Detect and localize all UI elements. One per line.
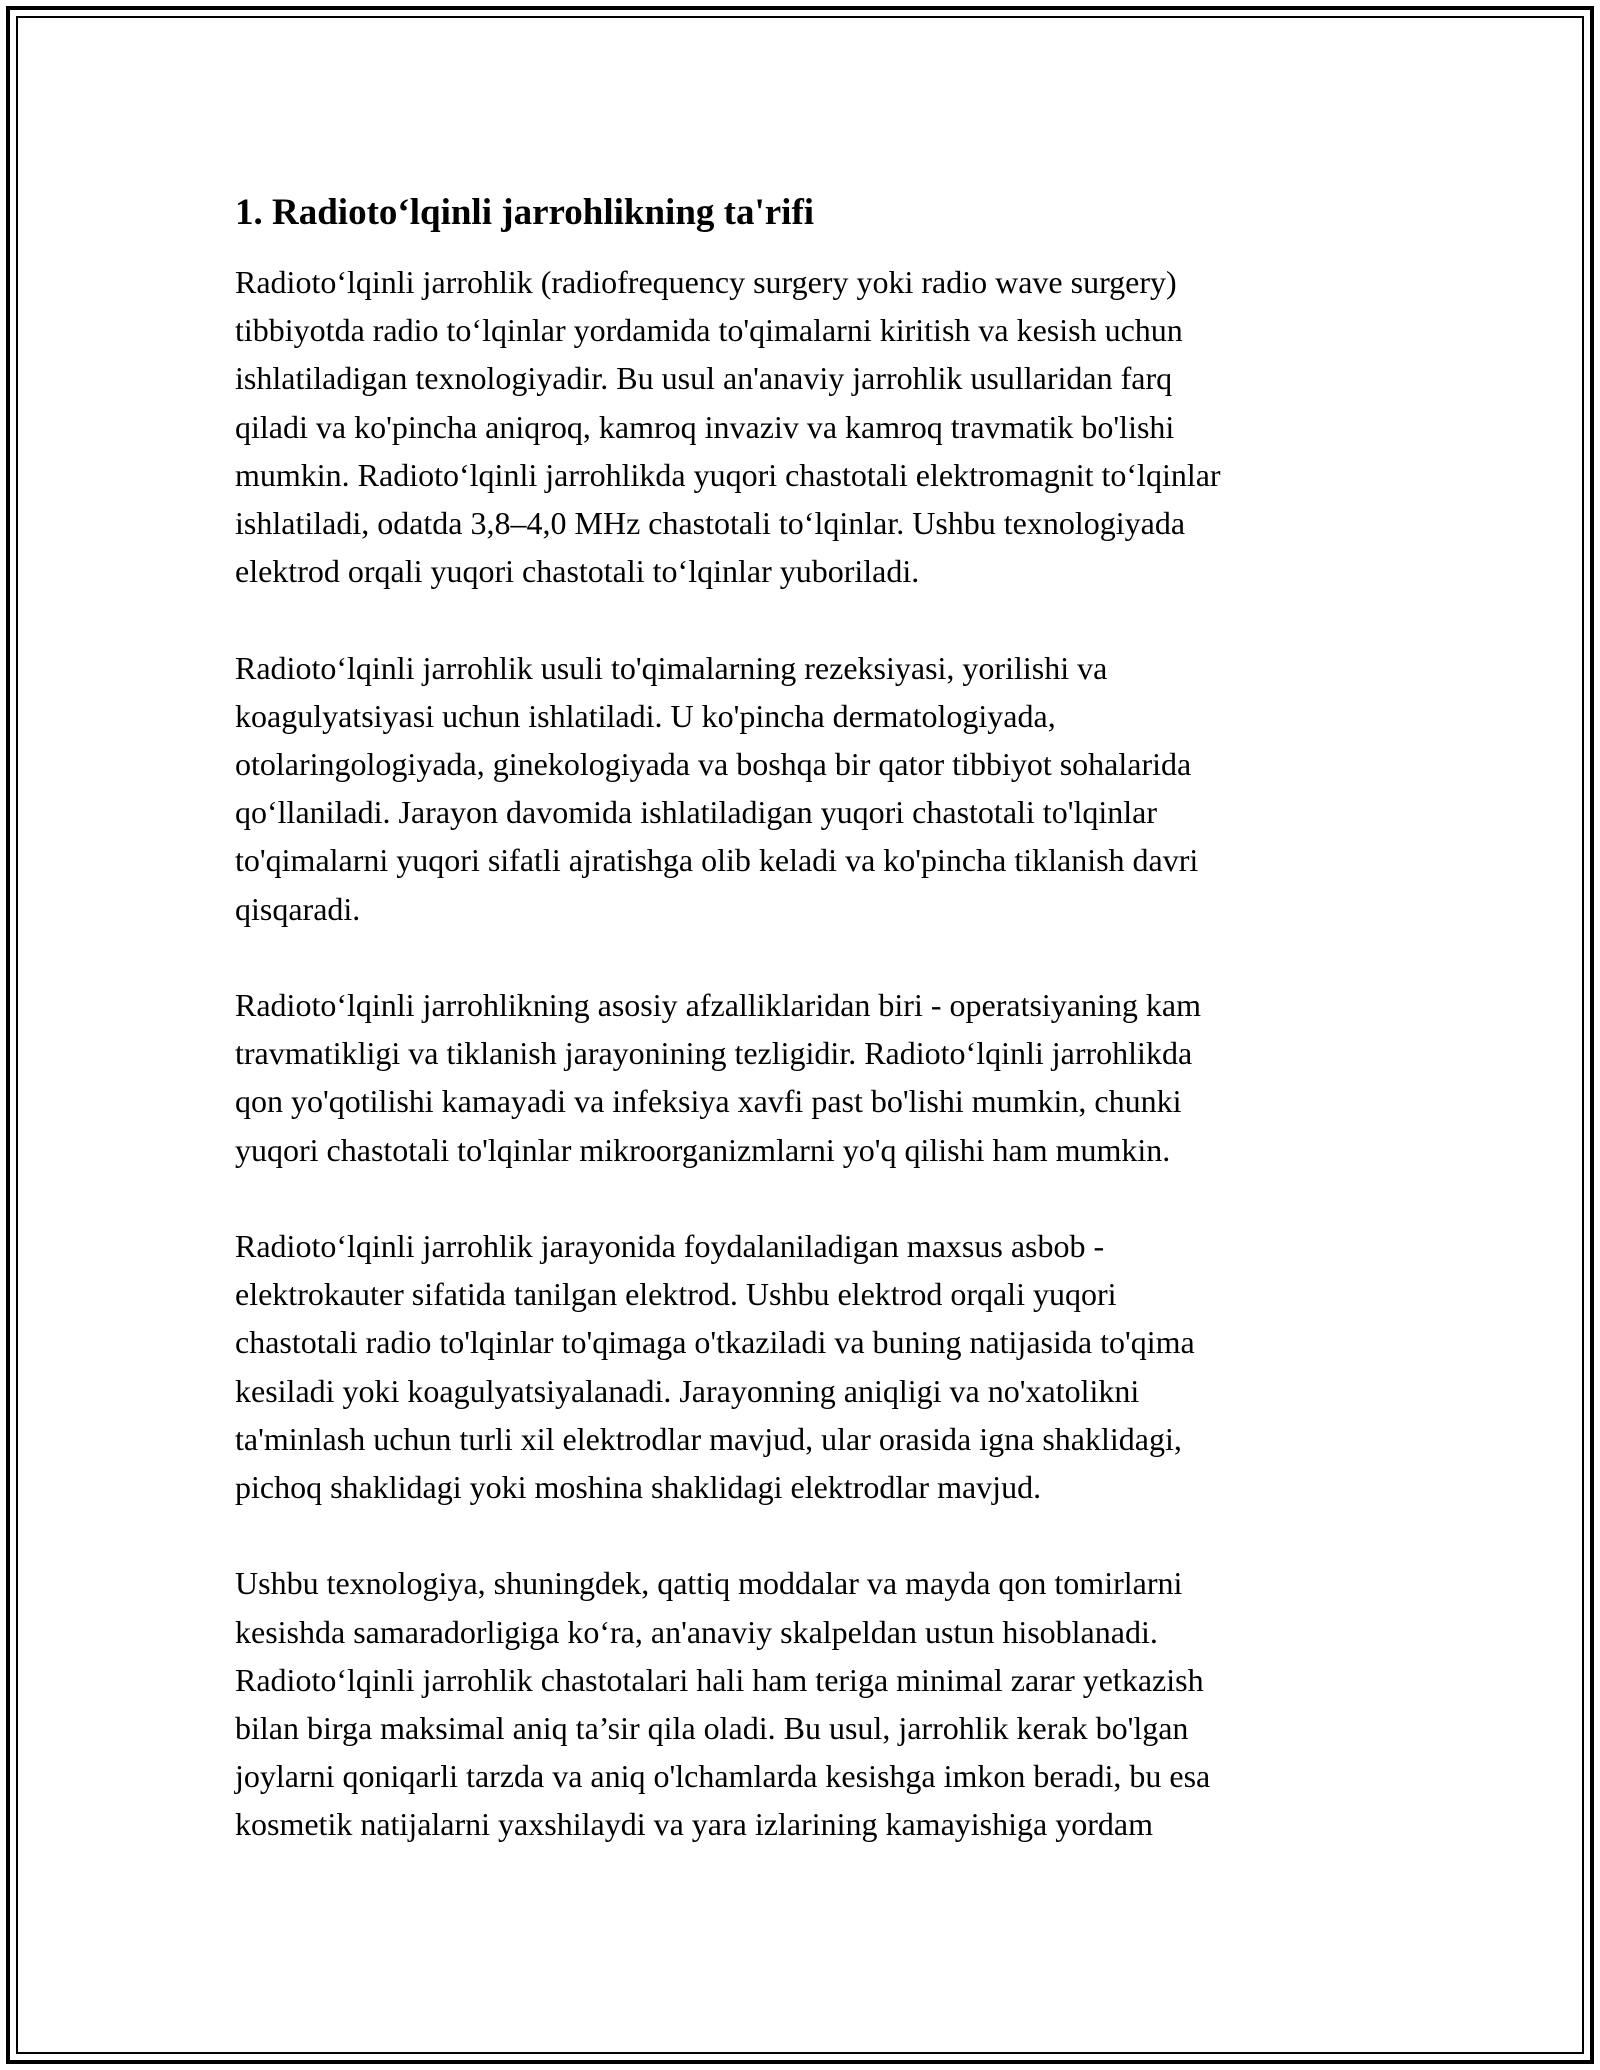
text-line: qiladi va ko'pincha aniqroq, kamroq invaziv va kamroq travmatik bo'lishi	[235, 408, 1175, 445]
paragraph-1	[235, 258, 1395, 595]
text-line: ishlatiladigan texnologiyadir. Bu usul an'anaviy jarrohlik usullaridan farq	[235, 360, 1173, 397]
text-line: Radioto‘lqinli jarrohlik usuli to'qimalarning rezeksiyasi, yorilishi va	[235, 649, 1108, 686]
text-line: chastotali radio to'lqinlar to'qimaga o'tkaziladi va buning natijasida to'qima	[235, 1324, 1195, 1361]
text-line: qisqaradi.	[235, 890, 361, 927]
text-line: kesishda samaradorligiga ko‘ra, an'anaviy skalpeldan ustun hisoblanadi.	[235, 1613, 1158, 1650]
text-line: bilan birga maksimal aniq ta’sir qila oladi. Bu usul, jarrohlik kerak bo'lgan	[235, 1710, 1189, 1747]
text-line: to'qimalarni yuqori sifatli ajratishga olib keladi va ko'pincha tiklanish davri	[235, 842, 1199, 879]
paragraph-2	[235, 644, 1395, 933]
section-heading: 1. Radioto‘lqinli jarrohlikning ta'rifi	[235, 192, 815, 233]
paragraph-4	[235, 1222, 1395, 1511]
text-line: kosmetik natijalarni yaxshilaydi va yara izlarining kamayishiga yordam	[235, 1806, 1153, 1843]
text-line: mumkin. Radioto‘lqinli jarrohlikda yuqori chastotali elektromagnit to‘lqinlar	[235, 456, 1221, 493]
text-line: ishlatiladi, odatda 3,8–4,0 MHz chastotali to‘lqinlar. Ushbu texnologiyada	[235, 505, 1186, 542]
text-line: tibbiyotda radio to‘lqinlar yordamida to'qimalarni kiritish va kesish uchun	[235, 312, 1183, 349]
text-line: elektrod orqali yuqori chastotali to‘lqinlar yuboriladi.	[235, 553, 920, 590]
text-line: kesiladi yoki koagulyatsiyalanadi. Jarayonning aniqligi va no'xatolikni	[235, 1372, 1140, 1409]
paragraph-3	[235, 981, 1395, 1174]
text-line: koagulyatsiyasi uchun ishlatiladi. U ko'pincha dermatologiyada,	[235, 697, 1056, 734]
text-line: Radioto‘lqinli jarrohlik (radiofrequency surgery yoki radio wave surgery)	[235, 264, 1177, 300]
paragraph-5	[235, 1559, 1395, 1848]
text-line: ta'minlash uchun turli xil elektrodlar mavjud, ular orasida igna shaklidagi,	[235, 1420, 1182, 1457]
text-line: Ushbu texnologiya, shuningdek, qattiq moddalar va mayda qon tomirlarni	[235, 1565, 1183, 1602]
text-line: Radioto‘lqinli jarrohlik chastotalari hali ham teriga minimal zarar yetkazish	[235, 1661, 1204, 1698]
text-line: travmatikligi va tiklanish jarayonining tezligidir. Radioto‘lqinli jarrohlikda	[235, 1035, 1193, 1072]
text-line: pichoq shaklidagi yoki moshina shaklidagi elektrodlar mavjud.	[235, 1469, 1042, 1506]
text-line: Radioto‘lqinli jarrohlik jarayonida foydalaniladigan maxsus asbob -	[235, 1228, 1105, 1265]
document-body	[235, 188, 1395, 1897]
text-line: qon yo'qotilishi kamayadi va infeksiya xavfi past bo'lishi mumkin, chunki	[235, 1083, 1182, 1120]
text-line: joylarni qoniqarli tarzda va aniq o'lchamlarda kesishga imkon beradi, bu esa	[235, 1758, 1211, 1795]
text-line: yuqori chastotali to'lqinlar mikroorganizmlarni yo'q qilishi ham mumkin.	[235, 1131, 1171, 1168]
text-line: elektrokauter sifatida tanilgan elektrod. Ushbu elektrod orqali yuqori	[235, 1276, 1117, 1313]
text-line: Radioto‘lqinli jarrohlikning asosiy afzalliklaridan biri - operatsiyaning kam	[235, 987, 1201, 1024]
text-line: otolaringologiyada, ginekologiyada va boshqa bir qator tibbiyot sohalarida	[235, 746, 1192, 783]
text-line: qo‘llaniladi. Jarayon davomida ishlatiladigan yuqori chastotali to'lqinlar	[235, 794, 1157, 831]
